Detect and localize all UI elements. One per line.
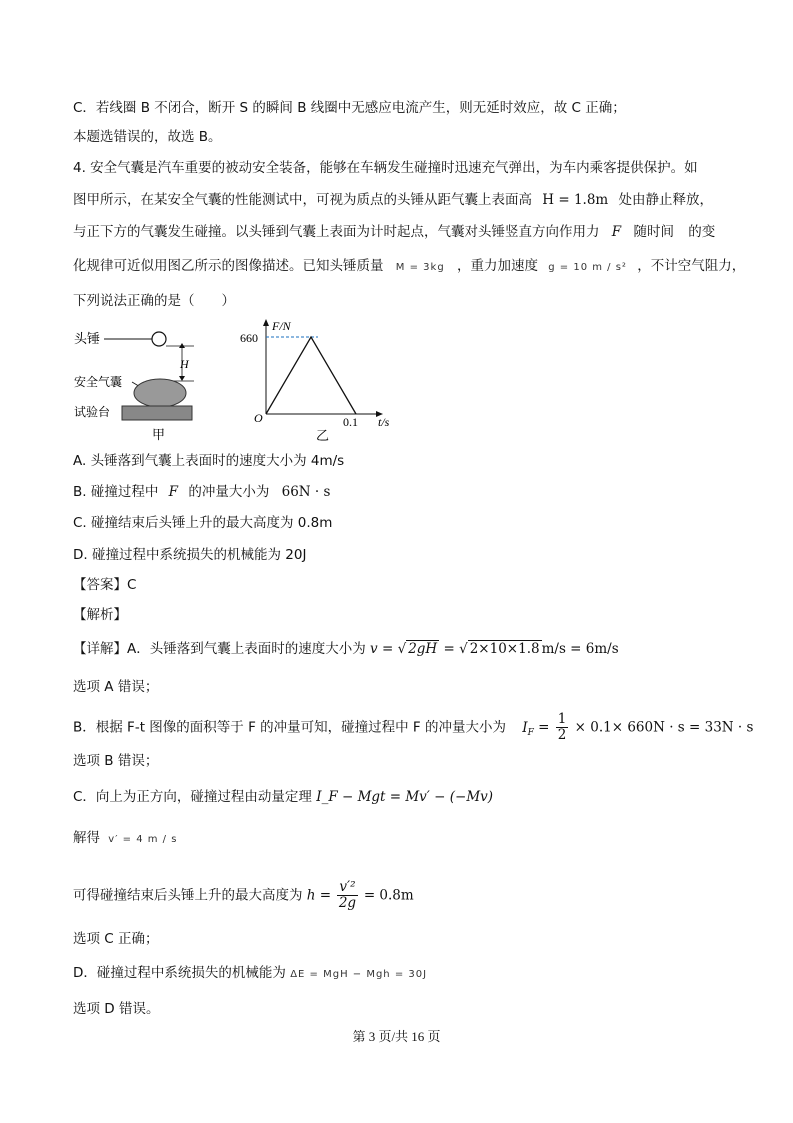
figure-yi-chart [236, 316, 396, 444]
y-axis-label: F/N [272, 319, 291, 333]
option-c: C. 碰撞结束后头锤上升的最大高度为 0.8m [73, 515, 333, 531]
detail-d: D．碰撞过程中系统损失的机械能为 ΔE = MgH − Mgh = 30J [73, 965, 428, 981]
fraction-half: $\frac{1}{2}$ [557, 711, 567, 743]
question-stem: 化规律可近似用图乙所示的图像描述。已知头锤质量 M = 3kg ，重力加速度 g = 10 m / s² ，不计空气阻力， [73, 258, 746, 274]
detail-c: C．向上为正方向，碰撞过程由动量定理 I_F − Mgt = Mv′ − (−Mv) [73, 789, 494, 805]
bench [122, 406, 192, 420]
analysis-label: 【解析】 [73, 607, 127, 623]
x-axis-label: t/s [378, 415, 390, 429]
page-footer: 第 3 页/共 16 页 [352, 1029, 441, 1044]
head-ball [152, 332, 166, 346]
label-head: 头锤 [74, 331, 101, 346]
option-d: D. 碰撞过程中系统损失的机械能为 20J [73, 547, 307, 563]
result-a: 选项 A 错误； [73, 679, 159, 695]
origin-label: O [254, 411, 263, 425]
text-line: C．若线圈 B 不闭合，断开 S 的瞬间 B 线圈中无感应电流产生，则无延时效应，故 C 正确； [73, 100, 626, 116]
result-d: 选项 D 错误。 [73, 1001, 160, 1017]
height-line: 可得碰撞结束后头锤上升的最大高度为 h = $\frac{\text{v′²}}{2g}$ = 0.8m [73, 879, 414, 911]
question-stem: 4. 安全气囊是汽车重要的被动安全装备，能够在车辆发生碰撞时迅速充气弹出，为车内乘客提供保护。如 [73, 160, 698, 176]
option-b: B. 碰撞过程中 F 的冲量大小为 66N · s [73, 484, 331, 500]
airbag [134, 379, 186, 407]
y-axis-arrow [263, 319, 269, 326]
h-arrow-head [179, 343, 185, 348]
x-tick-label: 0.1 [343, 415, 358, 429]
detail-a: 【详解】A．头锤落到气囊上表面时的速度大小为 v = √ 2gH = √ 2×10×1.8 m/s = 6m/s [73, 641, 619, 657]
h-label: H [180, 357, 189, 371]
fraction-height: $\frac{\text{v′²}}{2g}$ [338, 879, 357, 911]
detail-b: B．根据 F-t 图像的面积等于 F 的冲量可知，碰撞过程中 F 的冲量大小为 $I_F$ = $\frac{1}{2}$ × 0.1× 660N · s = 33N · s [73, 711, 754, 743]
question-stem: 与正下方的气囊发生碰撞。以头锤到气囊上表面为计时起点，气囊对头锤竖直方向作用力 F 随时间 的变 [73, 224, 716, 240]
figure-jia [70, 318, 220, 444]
result-b: 选项 B 错误； [73, 753, 159, 769]
caption-yi: 乙 [316, 428, 330, 443]
h-arrow-head [179, 376, 185, 381]
result-c: 选项 C 正确； [73, 931, 159, 947]
solve-line: 解得 v′ = 4 m / s [73, 830, 178, 846]
question-stem: 图甲所示，在某安全气囊的性能测试中，可视为质点的头锤从距气囊上表面高 H = 1.8m 处由静止释放， [73, 192, 714, 208]
y-tick-label: 660 [240, 331, 258, 345]
series-line [266, 337, 356, 414]
caption-jia: 甲 [152, 427, 166, 442]
label-airbag: 安全气囊 [74, 375, 123, 389]
text-line: 本题选错误的，故选 B。 [73, 129, 222, 145]
label-bench: 试验台 [74, 405, 111, 419]
option-a: A. 头锤落到气囊上表面时的速度大小为 4m/s [73, 453, 345, 469]
question-stem: 下列说法正确的是（ ） [73, 293, 235, 309]
answer-label: 【答案】C [73, 577, 137, 593]
